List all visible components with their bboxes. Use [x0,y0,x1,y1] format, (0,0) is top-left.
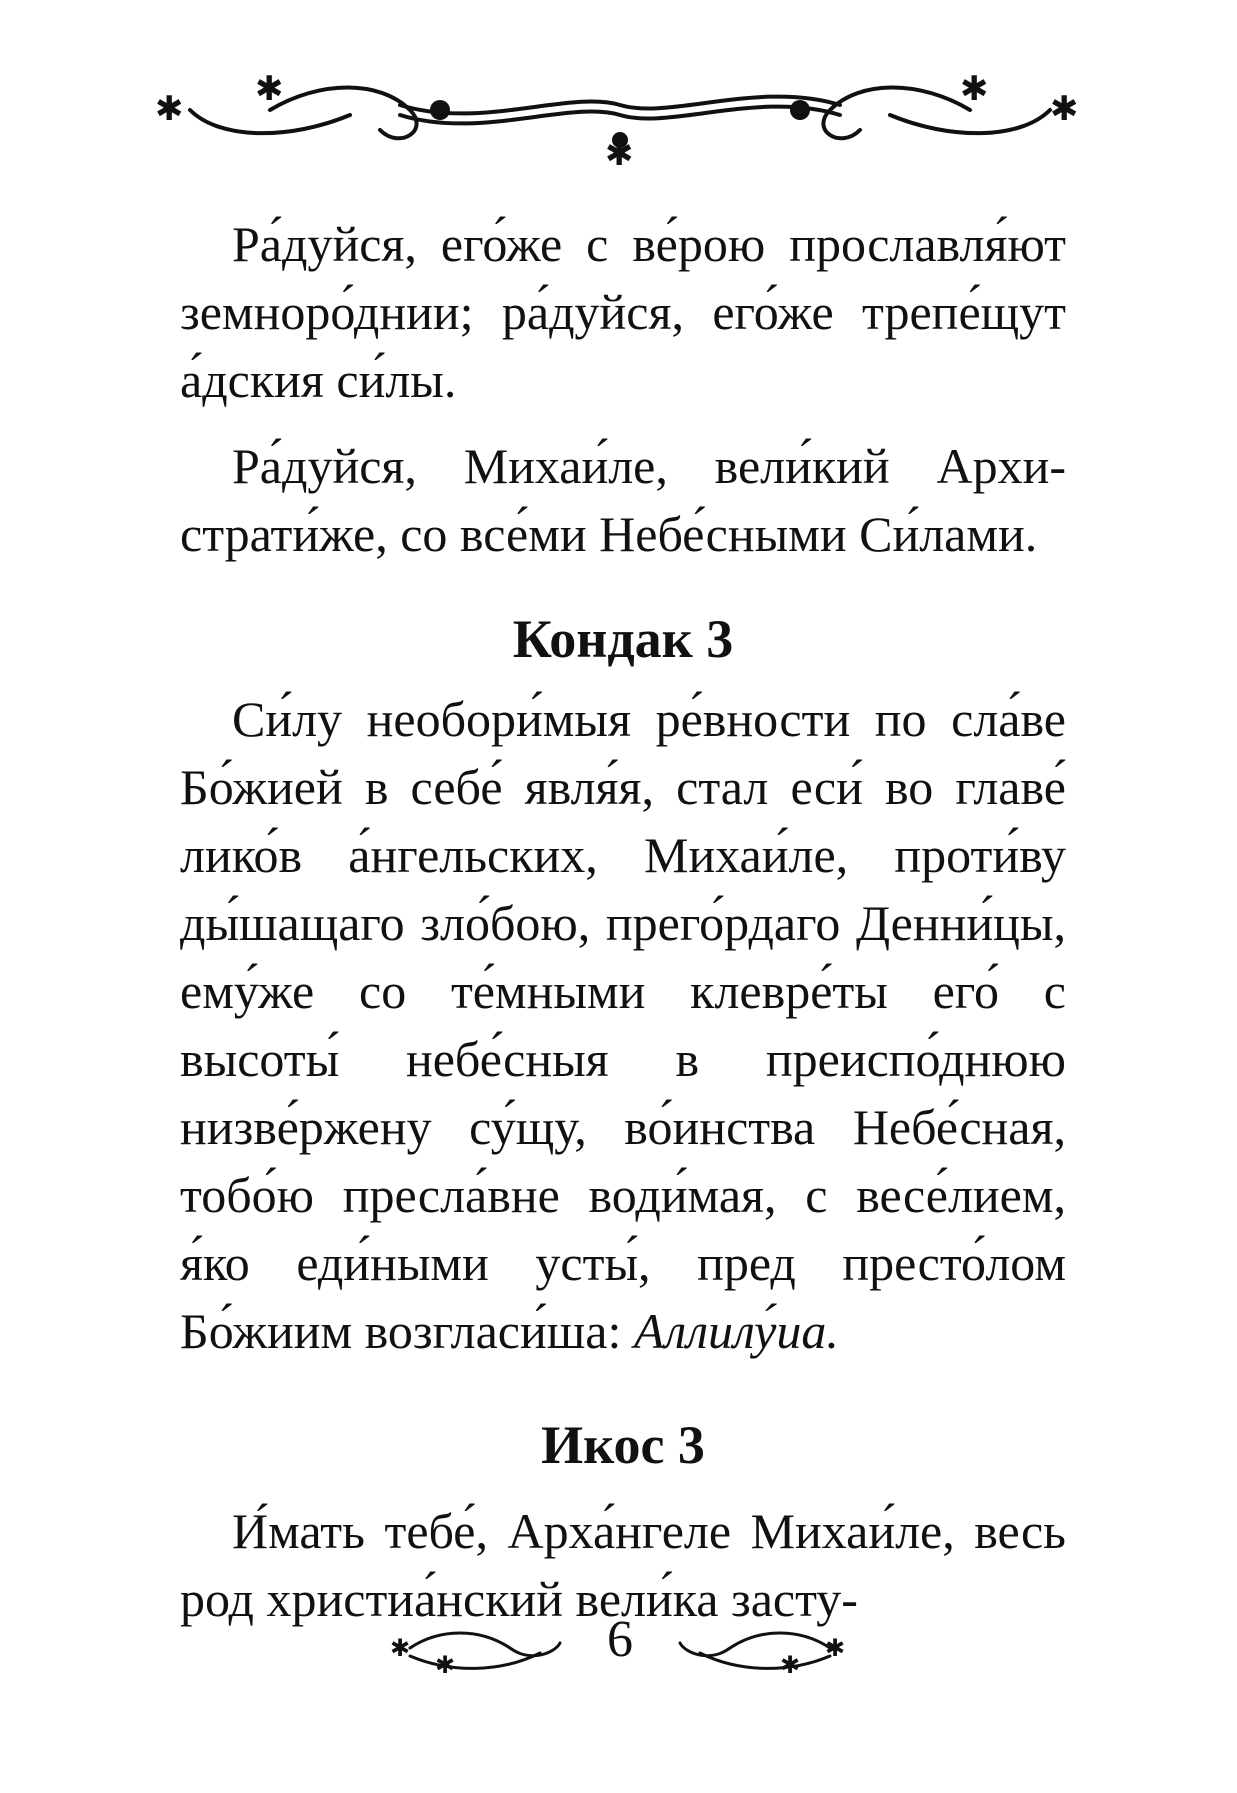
svg-text:✱: ✱ [255,70,284,109]
svg-text:✱: ✱ [435,1651,456,1678]
kondak-refrain: Аллилу́иа. [633,1303,839,1359]
bottom-left-ornament [390,1618,580,1678]
paragraph-2-text: Ра́дуйся, Михаи́ле, вели́кий Архистрати́же, со все́ми Небе́сными Си́лами. [180,438,1066,562]
kondak-paragraph [180,685,1066,1365]
kondak-text: Си́лу необори́мыя ре́вности по сла́ве Бо́жией в себе́ явля́я, стал еси́ во главе́ лико́в а́нгельских, Михаи́ле, проти́ву ды́шащаго зло́бою, прего́рдаго Денни́цы, ему́же со те́мными клевре́ты его́ с высоты́ небе́сныя в преиспо́днюю низве́ржену су́щу, во́инства Небе́сная, тобо́ю пресла́вне води́мая, с весе́лием, я́ко еди́ными усты́, пред престо́лом Бо́жиим возгласи́ша: [180,691,1066,1359]
svg-text:✱: ✱ [960,70,989,109]
page-number: 6 [607,1611,633,1668]
kondak-heading: Кондак 3 [512,609,734,669]
paragraph-1 [180,210,1066,414]
ikos-text: И́мать тебе́, Арха́нгеле Михаи́ле, весь род христиа́нский вели́ка засту- [180,1503,1066,1627]
top-ornament [150,70,1090,170]
svg-text:✱: ✱ [155,89,184,129]
paragraph-2 [180,432,1066,568]
svg-text:✱: ✱ [605,134,634,170]
paragraph-1-text: Ра́дуйся, его́же с ве́рою прославля́ют земноро́днии; ра́дуйся, его́же трепе́щут а́дския си́лы. [180,216,1066,408]
bottom-right-ornament [660,1618,850,1678]
ikos-heading: Икос 3 [541,1415,705,1475]
svg-text:✱: ✱ [825,1634,846,1662]
svg-text:✱: ✱ [780,1651,801,1678]
svg-text:✱: ✱ [390,1634,411,1662]
svg-text:✱: ✱ [1050,89,1079,129]
